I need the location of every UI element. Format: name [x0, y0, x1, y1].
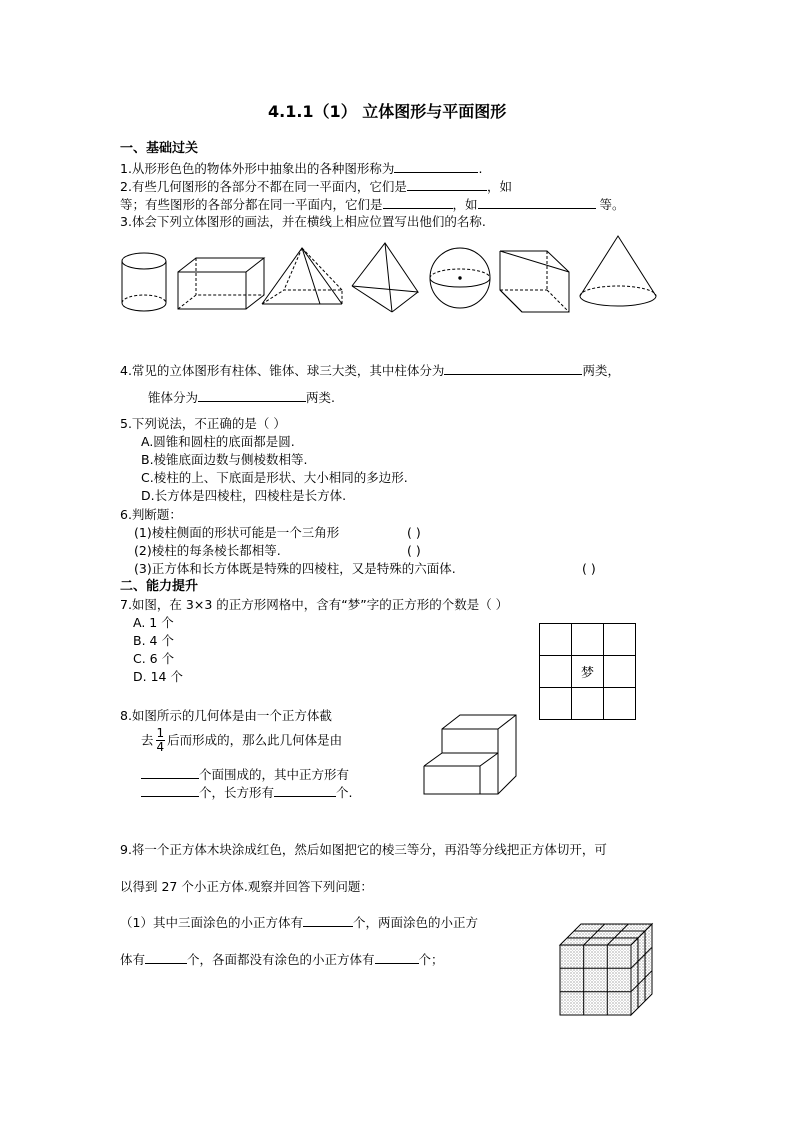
tetrahedron-figure [352, 243, 418, 312]
question-4-line1 [120, 362, 620, 378]
question-3: 3.体会下列立体图形的画法，并在横线上相应位置写出他们的名称. [120, 214, 486, 229]
answer-blank[interactable] [383, 196, 453, 209]
grid-cell [540, 656, 572, 688]
answer-blank[interactable] [141, 766, 199, 779]
answer-blank[interactable] [444, 362, 582, 375]
judge-item-1: (1)棱柱侧面的形状可能是一个三角形 [134, 525, 340, 540]
question-8-text: 后而形成的，那么此几何体是由 [167, 732, 343, 748]
grid-cell [540, 688, 572, 720]
question-9-line2: 以得到 27 个小正方体.观察并回答下列问题： [120, 879, 373, 894]
question-1 [120, 160, 482, 176]
grid-cell [604, 688, 636, 720]
cylinder-figure [122, 253, 166, 311]
question-2-text: ，如 [486, 179, 512, 194]
answer-blank[interactable] [303, 914, 353, 927]
question-4-text: 两类. [306, 390, 335, 405]
answer-blank[interactable] [375, 951, 419, 964]
option-c[interactable]: C.棱柱的上、下底面是形状、大小相同的多边形. [141, 470, 408, 485]
question-6-stem: 6.判断题： [120, 507, 182, 522]
square-pyramid-figure [262, 248, 342, 304]
answer-blank[interactable] [407, 178, 487, 191]
answer-blank[interactable] [274, 784, 336, 797]
question-9-sub1 [120, 914, 478, 930]
answer-blank[interactable] [141, 784, 199, 797]
grid-cell-dream: 梦 [572, 656, 604, 688]
question-4-text: 4.常见的立体图形有柱体、锥体、球三大类，其中柱体分为 [120, 363, 445, 378]
judge-item-3: (3)正方体和长方体既是特殊的四棱柱，又是特殊的六面体. [134, 561, 456, 576]
grid-cell [572, 688, 604, 720]
grid-cell [540, 624, 572, 656]
fraction-one-quarter [156, 727, 166, 754]
question-9-text: 个，两面涂色的小正方 [352, 915, 478, 930]
question-2-text: 等。 [599, 197, 625, 212]
sphere-figure [430, 248, 490, 308]
question-8-text: 个. [336, 785, 353, 800]
option-a[interactable]: A. 1 个 [133, 615, 174, 630]
question-9-text: 个； [418, 952, 444, 967]
question-8-text: 去 [141, 732, 154, 748]
option-d[interactable]: D.长方体是四棱柱，四棱柱是长方体. [141, 488, 347, 503]
answer-blank[interactable] [198, 389, 306, 402]
fraction-numerator: 1 [156, 726, 165, 740]
answer-blank[interactable] [145, 951, 187, 964]
question-5-stem: 5.下列说法，不正确的是（ ） [120, 416, 286, 431]
question-8-line3 [141, 766, 349, 782]
grid-cell [572, 624, 604, 656]
question-8-line1: 8.如图所示的几何体是由一个正方体截 [120, 708, 332, 723]
grid-cell [604, 656, 636, 688]
judge-paren-2[interactable]: ( ) [407, 543, 421, 558]
judge-paren-1[interactable]: ( ) [407, 525, 421, 540]
grid-cell [604, 624, 636, 656]
question-9-text: （1）其中三面涂色的小正方体有 [120, 915, 303, 930]
question-8-line2 [141, 727, 342, 754]
section-heading-basic: 一、基础过关 [120, 141, 199, 156]
question-8-text: 个面围成的，其中正方形有 [199, 767, 350, 782]
triangular-prism-figure [500, 251, 569, 312]
question-4-line2 [148, 389, 335, 405]
option-a[interactable]: A.圆锥和圆柱的底面都是圆. [141, 434, 295, 449]
grid-3x3 [539, 623, 636, 720]
question-4-text: 两类， [582, 363, 620, 378]
question-9-line1: 9.将一个正方体木块涂成红色，然后如图把它的棱三等分，再沿等分线把正方体切开，可 [120, 842, 607, 857]
question-4-text: 锥体分为 [148, 390, 199, 405]
question-8-line4 [141, 784, 353, 800]
judge-item-2: (2)棱柱的每条棱长都相等. [134, 543, 281, 558]
question-2-line1 [120, 178, 512, 194]
cone-figure [580, 236, 656, 306]
answer-blank[interactable] [478, 196, 596, 209]
question-8-text: 个，长方形有 [199, 785, 275, 800]
section-heading-advanced: 二、能力提升 [120, 579, 199, 594]
question-9-text: 体有 [120, 952, 146, 967]
question-9-sub2 [120, 951, 444, 967]
question-2-line2 [120, 196, 625, 212]
question-1-end: . [478, 161, 483, 176]
question-7-stem: 7.如图，在 3×3 的正方形网格中，含有“梦”字的正方形的个数是（ ） [120, 597, 509, 612]
question-2-text: 2.有些几何图形的各部分不都在同一平面内，它们是 [120, 179, 407, 194]
option-b[interactable]: B.棱锥底面边数与侧棱数相等. [141, 452, 308, 467]
option-b[interactable]: B. 4 个 [133, 633, 174, 648]
fraction-denominator: 4 [156, 740, 165, 755]
question-2-text: 等；有些图形的各部分都在同一平面内，它们是 [120, 197, 383, 212]
question-1-text: 1.从形形色色的物体外形中抽象出的各种图形称为 [120, 161, 395, 176]
option-c[interactable]: C. 6 个 [133, 651, 175, 666]
judge-paren-3[interactable]: ( ) [582, 561, 596, 576]
page-title: 4.1.1（1） 立体图形与平面图形 [268, 102, 507, 121]
question-9-text: 个，各面都没有涂色的小正方体有 [187, 952, 375, 967]
question-2-text: ，如 [452, 197, 478, 212]
option-d[interactable]: D. 14 个 [133, 669, 183, 684]
answer-blank[interactable] [394, 160, 478, 173]
cuboid-figure [178, 258, 264, 309]
